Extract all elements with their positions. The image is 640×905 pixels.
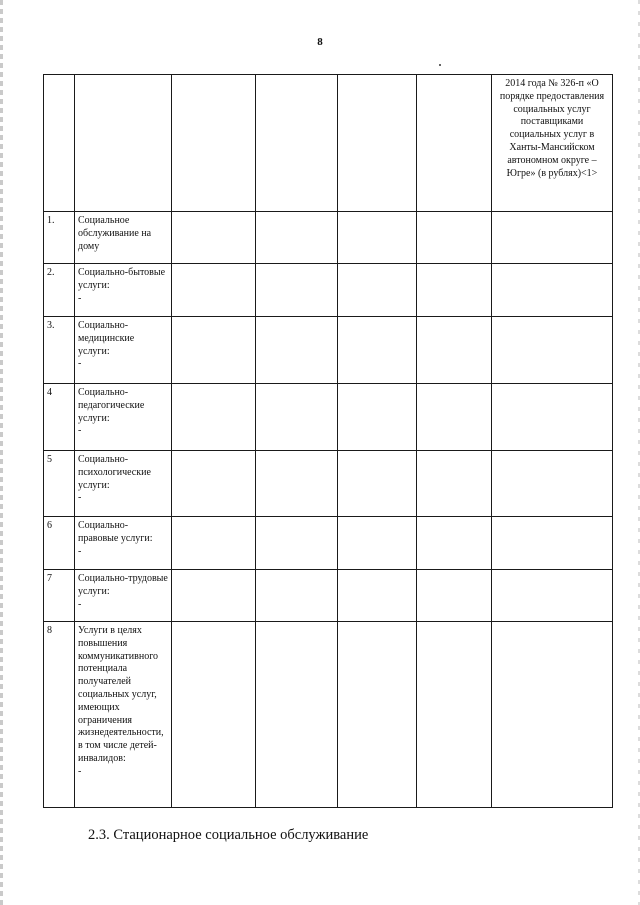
service-name: Социально-правовые услуги: bbox=[78, 520, 153, 544]
table-cell bbox=[338, 264, 417, 317]
table-row bbox=[44, 517, 613, 570]
table-cell bbox=[338, 570, 417, 622]
table-cell bbox=[492, 264, 613, 317]
service-dash: - bbox=[78, 545, 82, 557]
row-number: 6 bbox=[44, 517, 75, 570]
service-dash: - bbox=[78, 425, 82, 437]
table-cell bbox=[256, 384, 338, 451]
service-name: Социально-психологические услуги: bbox=[78, 454, 151, 491]
table-cell bbox=[172, 264, 256, 317]
table-row bbox=[44, 451, 613, 517]
table-cell bbox=[417, 517, 492, 570]
table-cell bbox=[172, 317, 256, 384]
service-name: Социально-трудовые услуги: bbox=[78, 573, 168, 597]
row-number: 1. bbox=[44, 212, 75, 264]
row-number: 4 bbox=[44, 384, 75, 451]
table-cell bbox=[256, 570, 338, 622]
service-name-cell bbox=[75, 517, 172, 570]
service-dash: - bbox=[78, 492, 82, 504]
service-name: Социально-медицинские услуги: bbox=[78, 320, 135, 357]
table-cell bbox=[256, 212, 338, 264]
service-dash: - bbox=[78, 292, 82, 304]
service-name-cell bbox=[75, 451, 172, 517]
table-cell bbox=[492, 622, 613, 808]
scan-edge-left bbox=[0, 0, 3, 905]
row-number: 3. bbox=[44, 317, 75, 384]
table-cell bbox=[172, 622, 256, 808]
table-row bbox=[44, 622, 613, 808]
table-cell bbox=[492, 570, 613, 622]
service-name-cell bbox=[75, 384, 172, 451]
section-heading: 2.3. Стационарное социальное обслуживание bbox=[88, 827, 369, 843]
header-cell-4 bbox=[256, 75, 338, 212]
header-cell-1 bbox=[44, 75, 75, 212]
table-cell bbox=[172, 451, 256, 517]
table-cell bbox=[338, 517, 417, 570]
table-cell bbox=[492, 317, 613, 384]
table-cell bbox=[256, 317, 338, 384]
table-cell bbox=[172, 212, 256, 264]
row-number: 7 bbox=[44, 570, 75, 622]
table-cell bbox=[492, 517, 613, 570]
table-cell bbox=[492, 384, 613, 451]
table-cell bbox=[417, 264, 492, 317]
table-cell bbox=[417, 570, 492, 622]
table-cell bbox=[417, 384, 492, 451]
header-cell-3 bbox=[172, 75, 256, 212]
page-number: 8 bbox=[317, 36, 323, 48]
table-cell bbox=[492, 212, 613, 264]
header-cell-5 bbox=[338, 75, 417, 212]
service-dash: - bbox=[78, 765, 82, 777]
header-cell-tariff: 2014 года № 326-п «О порядке предоставления социальных услуг поставщиками социальных услуг в Ханты-Мансийском автономном округе – Югре» (в рублях)<1> bbox=[492, 75, 613, 212]
table-cell bbox=[492, 451, 613, 517]
service-dash: - bbox=[78, 358, 82, 370]
table-cell bbox=[256, 264, 338, 317]
table-cell bbox=[256, 622, 338, 808]
service-name-cell bbox=[75, 264, 172, 317]
row-number: 5 bbox=[44, 451, 75, 517]
table-cell bbox=[417, 622, 492, 808]
service-name: Услуги в целях повышения коммуникативного потенциала получателей социальных услуг, имеющих ограничения жизнедеятельности, в том числе детей-инвалидов: bbox=[78, 625, 164, 764]
table-header-row bbox=[44, 75, 613, 212]
table-cell bbox=[172, 517, 256, 570]
table-cell bbox=[172, 570, 256, 622]
table-cell bbox=[172, 384, 256, 451]
services-table bbox=[43, 74, 613, 808]
table-row bbox=[44, 384, 613, 451]
service-dash: - bbox=[78, 598, 82, 610]
service-name: Социально-бытовые услуги: bbox=[78, 267, 166, 291]
table-cell bbox=[256, 451, 338, 517]
table-cell bbox=[256, 517, 338, 570]
table-cell bbox=[417, 212, 492, 264]
table-cell bbox=[338, 212, 417, 264]
table-cell bbox=[417, 451, 492, 517]
service-name-cell bbox=[75, 317, 172, 384]
service-name-cell bbox=[75, 622, 172, 808]
table-cell bbox=[417, 317, 492, 384]
service-name: Социальное обслуживание на дому bbox=[78, 215, 152, 252]
table-cell bbox=[338, 384, 417, 451]
row-number: 8 bbox=[44, 622, 75, 808]
table-cell bbox=[338, 622, 417, 808]
table-row bbox=[44, 570, 613, 622]
header-cell-2 bbox=[75, 75, 172, 212]
service-name-cell bbox=[75, 570, 172, 622]
row-number: 2. bbox=[44, 264, 75, 317]
table-cell bbox=[338, 451, 417, 517]
service-name-cell bbox=[75, 212, 172, 264]
header-cell-6 bbox=[417, 75, 492, 212]
service-name: Социально-педагогические услуги: bbox=[78, 387, 145, 424]
table-cell bbox=[338, 317, 417, 384]
scan-artifact bbox=[439, 64, 441, 66]
table-row bbox=[44, 317, 613, 384]
table-row bbox=[44, 264, 613, 317]
table-row bbox=[44, 212, 613, 264]
